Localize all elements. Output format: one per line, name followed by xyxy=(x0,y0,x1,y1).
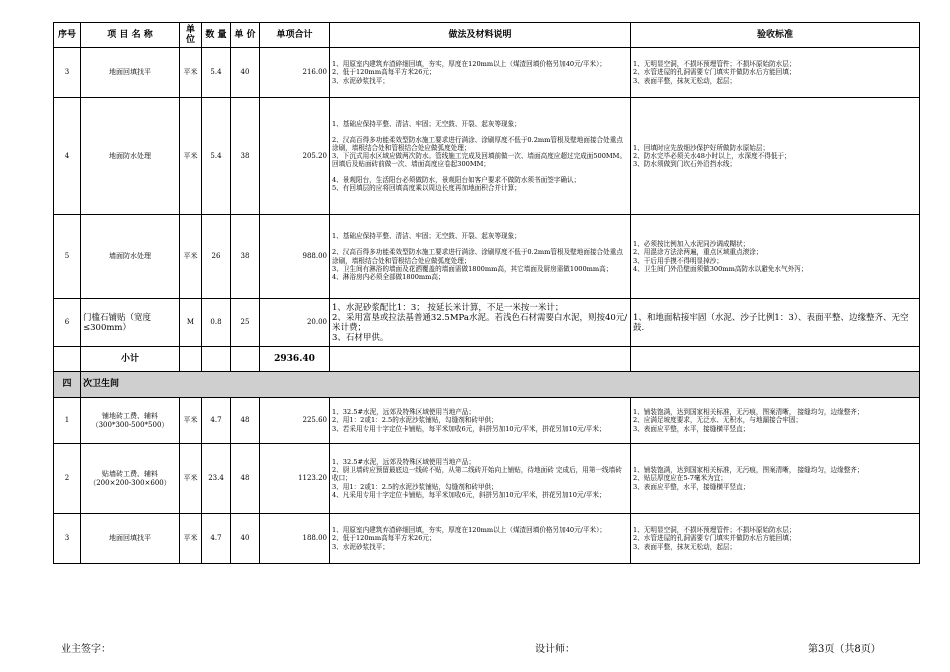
row-total: 20.00 xyxy=(260,299,330,347)
row-name: 墙面防水处理 xyxy=(81,215,180,299)
row-qty: 26 xyxy=(202,215,231,299)
row-acceptance: 1、无明显空洞，不损坏预埋管件；不损坏原始防水层； 2、水管进屋的孔洞需要专门填实并做防水后方能回填； 3、表面平整，抹灰无松动，起层； xyxy=(631,48,920,98)
row-seq: 4 xyxy=(54,98,81,215)
header-seq: 序号 xyxy=(54,23,81,48)
header-qty: 数 量 xyxy=(202,23,231,48)
table-row xyxy=(54,444,920,514)
row-total: 988.00 xyxy=(260,215,330,299)
row-unit: 平米 xyxy=(180,398,202,444)
table-row xyxy=(54,514,920,564)
header-acceptance: 验收标准 xyxy=(631,23,920,48)
row-seq: 2 xyxy=(54,444,81,514)
table-header-row xyxy=(54,23,920,48)
subtotal-label: 小计 xyxy=(81,347,180,372)
owner-signature-label: 业主签字： xyxy=(61,644,111,655)
row-qty: 23.4 xyxy=(202,444,231,514)
row-name: 铺地砖工费、辅料（300*300-500*500） xyxy=(81,398,180,444)
row-price: 48 xyxy=(231,398,260,444)
row-method: 1、水泥砂浆配比1：3； 按延长米计算，不足一米按一米计； 2、采用富垦或拉法基普通32.5MPa水泥。若浅色石材需要白水泥，则按40元/米计费； 3、石材甲供。 xyxy=(330,299,631,347)
row-qty: 5.4 xyxy=(202,98,231,215)
quotation-table xyxy=(53,22,920,564)
row-total: 216.00 xyxy=(260,48,330,98)
header-name: 项 目 名 称 xyxy=(81,23,180,48)
row-acceptance: 1、铺装饱满，达到国家相关标准，无污痕，图案清晰， 接缝均匀，边缘整齐； 2、贴层厚度应在5-7毫米为宜； 3、表面应平整，水平，接缝横平竖直； xyxy=(631,444,920,514)
table-row xyxy=(54,48,920,98)
header-unit: 单位 xyxy=(180,23,202,48)
table-row xyxy=(54,98,920,215)
row-acceptance: 1、和地面粘接牢固（水泥、沙子比例1：3）、表面平整、边缘整齐、无空鼓. xyxy=(631,299,920,347)
section-row xyxy=(54,372,920,398)
row-method: 1、基础应保持平整、清洁、牢固；无空鼓、开裂、起灰等现象； 2、汉高百得多功能柔效型防水施工要求进行满涂、涂刷厚度不低于0.2mm管根及壁地面接合处重点涂刷，墙根结合处和管根结合处应做弧度处理； 3、下沉式用水区域应做两次防水。管线施工完成及回填前做一次、墙面高度应超过完成面500MM。回填后及贴面砖前做一次、墙面高度应卷起300MM； 4、景观阳台，生活阳台必须做防水，景观阳台如客户要求不做防水须书面签字确认； 5、有回填层的应将回填高度乘以周边长度再加地面积合并计算； xyxy=(330,98,631,215)
row-qty: 5.4 xyxy=(202,48,231,98)
table-row xyxy=(54,299,920,347)
row-name: 门槛石铺贴（宽度≤300mm） xyxy=(81,299,180,347)
table-row xyxy=(54,398,920,444)
table-row xyxy=(54,215,920,299)
row-method: 1、32.5#水泥，远郊及特殊区域使用当地产品； 2、用1：2或1：2.5的水泥沙浆铺贴，勾缝剂和砖甲供； 3、若采用专用十字定位卡铺贴，每平米加收6元，斜拼另加10元/平米，拼花另加10元/平米； xyxy=(330,398,631,444)
section-title: 次卫生间 xyxy=(81,372,920,398)
row-price: 48 xyxy=(231,444,260,514)
row-price: 40 xyxy=(231,48,260,98)
row-total: 188.00 xyxy=(260,514,330,564)
row-acceptance: 1、铺装饱满，达到国家相关标准，无污痕，图案清晰， 接缝均匀，边缘整齐； 2、应满足坡度要求，无泛水、无积水，与地漏接合牢固； 3、表面应平整，水平，接缝横平竖直； xyxy=(631,398,920,444)
section-code: 四 xyxy=(54,372,81,398)
row-method: 1、32.5#水泥，远郊及特殊区域使用当地产品； 2、厨卫墙砖应预留最底边一线砖不贴，从第二线砖开始向上铺贴，待地面砖 完成后，用第一线墙砖收口； 3、用1：2或1：2.5的水泥沙浆铺贴，勾缝剂和砖甲供； 4、凡采用专用十字定位卡铺贴，每平米加收6元，斜拼另加10元/平米，拼花另加10元/平米； xyxy=(330,444,631,514)
row-name: 地面回填找平 xyxy=(81,514,180,564)
row-total: 1123.20 xyxy=(260,444,330,514)
row-name: 地面防水处理 xyxy=(81,98,180,215)
header-method: 做法及材料说明 xyxy=(330,23,631,48)
row-price: 38 xyxy=(231,215,260,299)
row-price: 38 xyxy=(231,98,260,215)
header-total: 单项合计 xyxy=(260,23,330,48)
row-total: 225.60 xyxy=(260,398,330,444)
row-name: 地面回填找平 xyxy=(81,48,180,98)
row-name: 贴墙砖工费、辅料（200×200-300×600） xyxy=(81,444,180,514)
row-seq: 5 xyxy=(54,215,81,299)
row-acceptance: 1、无明显空洞，不损坏预埋管件；不损坏原始防水层； 2、水管进屋的孔洞需要专门填实并做防水后方能回填； 3、表面平整，抹灰无松动，起层； xyxy=(631,514,920,564)
header-price: 单 价 xyxy=(231,23,260,48)
row-method: 1、用原室内建筑弃渣碎细回填，夯实，厚度在120mm以上（煤渣回填价格另加40元/平米）； 2、低于120mm高每平方米26元； 3、水泥砂浆找平； xyxy=(330,514,631,564)
subtotal-value: 2936.40 xyxy=(260,347,330,372)
row-acceptance: 1、回填时应先放细沙保护好所做防水原始层； 2、防水完毕必须关水48小时以上，水深度不得低于； 3、防水须做到门坎石外沿挡水线； xyxy=(631,98,920,215)
subtotal-row xyxy=(54,347,920,372)
row-price: 40 xyxy=(231,514,260,564)
row-seq: 3 xyxy=(54,48,81,98)
row-unit: 平米 xyxy=(180,48,202,98)
row-method: 1、基础应保持平整、清洁、牢固；无空鼓、开裂、起灰等现象； 2、汉高百得多功能柔效型防水施工要求进行满涂、涂刷厚度不低于0.2mm管根及壁地面接合处重点涂刷，墙根结合处和管根结合处应做弧度处理； 3、卫生间有淋浴的墙面及花洒覆盖的墙面需做1800mm高，其它墙面及厨房需做1000mm高； 4、淋浴房内必须全部做1800mm高； xyxy=(330,215,631,299)
row-unit: 平米 xyxy=(180,514,202,564)
row-price: 25 xyxy=(231,299,260,347)
row-qty: 0.8 xyxy=(202,299,231,347)
row-unit: M xyxy=(180,299,202,347)
row-qty: 4.7 xyxy=(202,398,231,444)
row-unit: 平米 xyxy=(180,215,202,299)
page-number: 第3页（共8页） xyxy=(808,644,881,655)
row-seq: 3 xyxy=(54,514,81,564)
row-seq: 6 xyxy=(54,299,81,347)
row-acceptance: 1、必须按比例加入水泥同沙调成糊状； 2、用混涂方法涂两遍，重点区域重点滚涂； 3、干后用手摸不得明显掉沙； 4、卫生间门外沿壁面须做300mm高防水以避免水气外泻； xyxy=(631,215,920,299)
row-qty: 4.7 xyxy=(202,514,231,564)
row-unit: 平米 xyxy=(180,444,202,514)
row-total: 205.20 xyxy=(260,98,330,215)
row-unit: 平米 xyxy=(180,98,202,215)
row-seq: 1 xyxy=(54,398,81,444)
designer-label: 设计师： xyxy=(535,644,575,655)
row-method: 1、用原室内建筑弃渣碎细回填，夯实，厚度在120mm以上（煤渣回填价格另加40元/平米）； 2、低于120mm高每平方米26元； 3、水泥砂浆找平； xyxy=(330,48,631,98)
